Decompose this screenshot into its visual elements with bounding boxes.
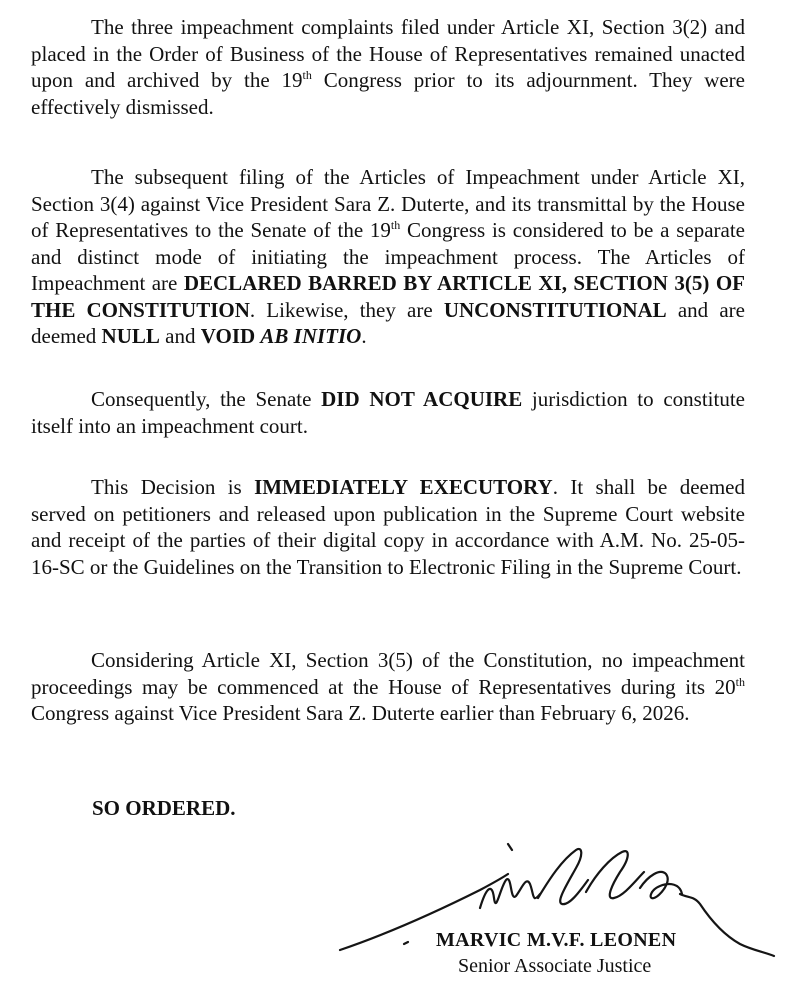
text: Considering Article XI, Section 3(5) of the Constitution, no impeachment proceedings may be commenced at the House of Representatives during its 20: [31, 648, 745, 699]
text: . It shall be deemed served on petitioners and released upon publication in the Supreme Court website and receipt of the parties of their digital copy in accordance with A.M. No. 25-05-16-SC or the Guidelines on the Transition to Electronic Filing in the Supreme Court.: [31, 475, 746, 579]
text: Congress prior to its adjournment. They were effectively dismissed.: [31, 68, 745, 119]
bold-text: UNCONSTITUTIONAL: [443, 297, 667, 322]
text: jurisdiction to constitute itself into an impeachment court.: [31, 387, 745, 438]
bold-text: DID NOT ACQUIRE: [321, 387, 523, 411]
paragraph-articles-barred: [31, 164, 745, 350]
text: and: [159, 324, 201, 348]
paragraph-future-proceedings: [31, 647, 745, 727]
paragraph-no-jurisdiction: [31, 386, 745, 439]
bold-text: DECLARED BARRED BY ARTICLE XI, SECTION 3(5) OF THE CONSTITUTION: [31, 271, 745, 322]
text: .: [361, 324, 367, 348]
paragraph-archived-complaints: [31, 14, 745, 120]
bold-text: NULL: [101, 324, 160, 348]
closing-so-ordered: SO ORDERED.: [92, 796, 236, 820]
text: Congress is considered to be a separate and distinct mode of initiating the impeachment process. The Articles of Impeachment are: [31, 218, 745, 295]
bold-text: IMMEDIATELY EXECUTORY: [254, 475, 553, 499]
text: The three impeachment complaints filed under Article XI, Section 3(2) and placed in the Order of Business of the House of Representatives remained unacted upon and archived by the 19: [31, 15, 745, 92]
superscript: th: [302, 68, 312, 82]
text: This Decision is: [91, 475, 255, 499]
text: Congress against Vice President Sara Z. Duterte earlier than February 6, 2026.: [31, 701, 690, 725]
text: Consequently, the Senate: [91, 387, 322, 411]
text: The subsequent filing of the Articles of Impeachment under Article XI, Section 3(4) against Vice President Sara Z. Duterte, and its transmittal by the House of Representatives to the Senate of the 19: [31, 165, 745, 242]
bold-text: VOID: [200, 324, 256, 348]
text: . Likewise, they are: [249, 297, 444, 322]
bold-italic-text: AB INITIO: [260, 324, 362, 348]
signatory-title: Senior Associate Justice: [458, 955, 652, 977]
superscript: th: [390, 218, 401, 232]
paragraph-immediately-executory: [31, 474, 745, 580]
superscript: th: [735, 674, 745, 689]
text: and are deemed: [31, 297, 745, 348]
signatory-name: MARVIC M.V.F. LEONEN: [436, 929, 677, 951]
